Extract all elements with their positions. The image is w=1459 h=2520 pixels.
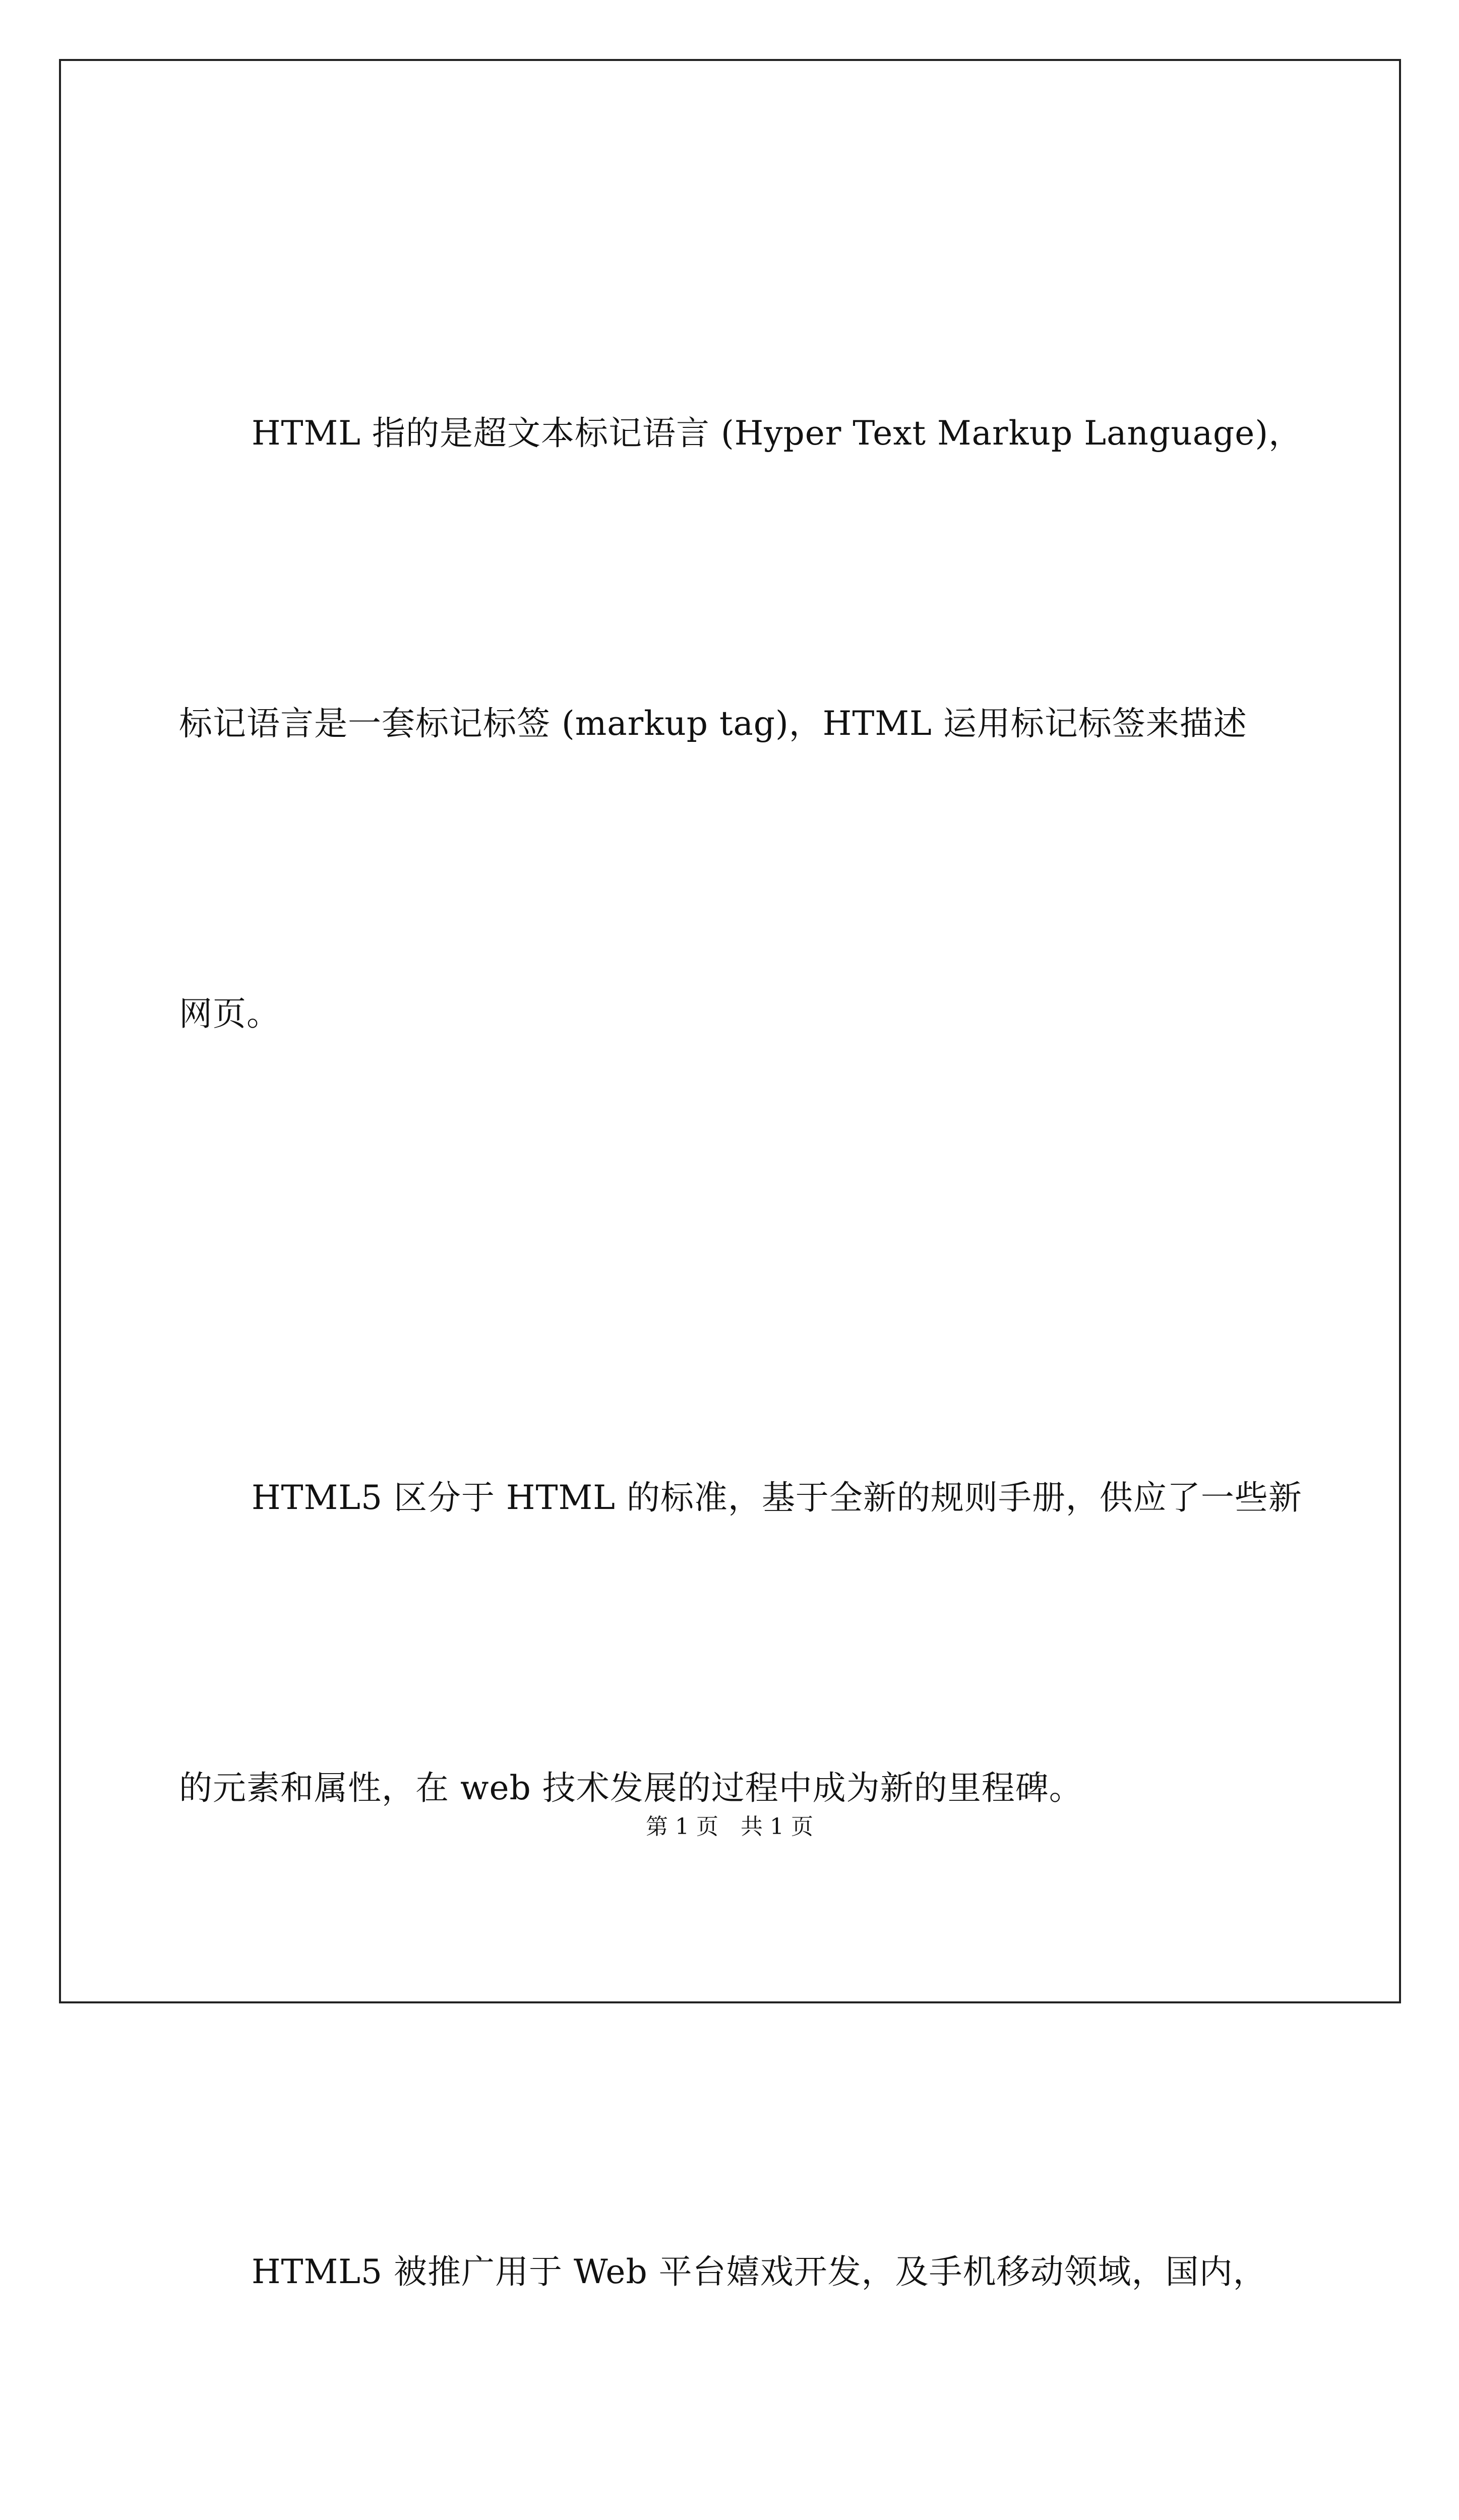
text-line: 网页。	[179, 994, 280, 1033]
text-line: HTML5 区分于 HTML 的标准，基于全新的规则手册，供应了一些新	[252, 1478, 1302, 1517]
paragraph-html5-adoption	[179, 2030, 1288, 2520]
paragraph-html-definition	[179, 192, 1303, 1256]
text-line: HTML 指的是超文本标记语言 (Hyper Text Markup Language)，	[252, 414, 1303, 453]
paragraph-html5-standard	[179, 1256, 1302, 2030]
text-line	[179, 2514, 1288, 2520]
text-line: HTML5 被推广用于 Web 平台嬉戏开发，及手机移动领域，国内，	[252, 2252, 1267, 2291]
page-footer: 第 1 页 共 1 页	[646, 1814, 813, 1840]
text-line: 标记语言是一套标记标签 (markup tag)，HTML 运用标记标签来描述	[179, 704, 1247, 743]
text-line: 的元素和属性，在 web 技术发展的过程中成为新的里程碑。	[179, 1769, 1083, 1807]
document-body	[179, 192, 1303, 2520]
